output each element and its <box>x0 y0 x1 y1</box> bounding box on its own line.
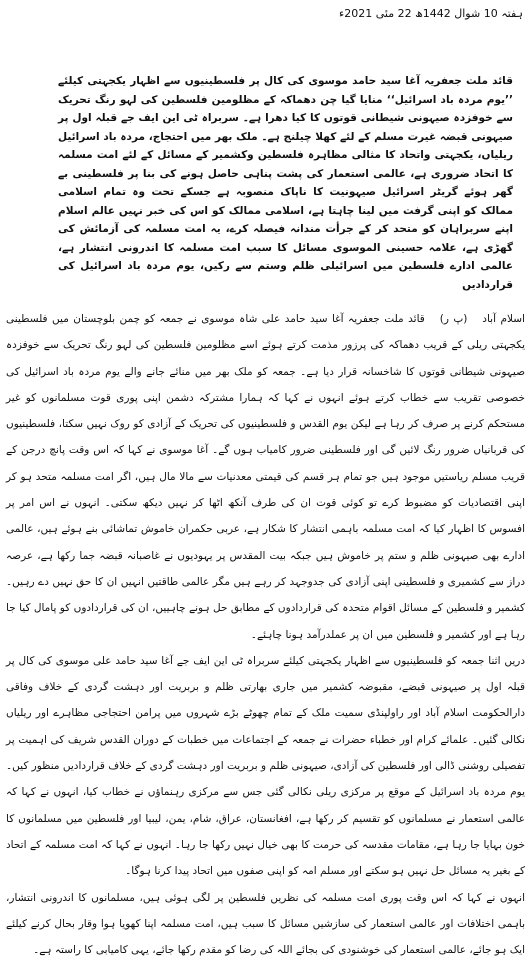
dateline-source: (پ ر) <box>439 313 468 325</box>
summary-text: قائد ملت جعفریہ آغا سید حامد موسوی کی کال پر فلسطینیوں سے اظہار یکجہتی کیلئے ’’یوم مردہ باد اسرائیل‘‘ منایا گیا چن دھماکہ کے مظلومین فلسطین کی لہو رنگ تحریک سے خوفزدہ صیہونی شیطانی قوتوں کا کیا دھرا ہے۔ سربراہ ٹی این ایف جے قبلہ اول پر صیہونی قبضہ غیرت مسلم کے لئے کھلا چیلنج ہے۔ ملک بھر میں احتجاج، مردہ باد اسرائیل ریلیاں، یکجہتی واتحاد کا مثالی مظاہرہ فلسطین وکشمیر کے مسائل کے لئے امت مسلمہ کا اتحاد ضروری ہے، عالمی استعمار کی پشت پناہی حاصل ہونے کی بنا پر فلسطینی بے گھر ہوئے گریٹر اسرائیل صیہونیت کا ناپاک منصوبہ ہے جسکے تحت وہ تمام اسلامی ممالک کو اپنی گرفت میں لینا چاہتا ہے، اسلامی ممالک کو اس کی خبر نہیں عالم اسلام اپنے سربراہان کو متحد کر کے جرأت مندانہ فیصلہ کرے، یہ امت مسلمہ کی آزمائش کی گھڑی ہے، علامہ حسینی الموسوی مسائل کا سبب امت مسلمہ کا اندرونی انتشار ہے، عالمی ادارے فلسطین میں اسرائیلی ظلم وستم سے رکیں، یوم مردہ باد اسرائیل کی قراردادیں <box>58 75 513 291</box>
article-paragraph <box>6 885 525 963</box>
paragraph-1: قائد ملت جعفریہ آغا سید حامد علی شاہ موسوی نے جمعہ کو چمن بلوچستان میں فلسطینی یکجہتی ریلی کے قریب دھماکہ کی پرزور مذمت کرتے ہوئے اسے مظلومین فلسطین کی لہو رنگ تحریک سے خوفزدہ صیہونی شیطانی قوتوں کا شاخسانہ قرار دیا ہے۔ جمعہ کو ملک بھر میں منائے جانے والے یوم مردہ باد اسرائیل کی خصوصی تقریب سے خطاب کرتے ہوئے انہوں نے کہا کہ ہمارا مشترکہ دشمن اپنی پوری قوت مسلمانوں کو غیر مستحکم کرنے پر صرف کر رہا ہے لیکن یوم القدس و فلسطینیوں کی تحریک کے آزادی کو روک نہیں سکتا، فلسطینیوں کی قربانیاں ضرور رنگ لائیں گی اور فلسطینی ضرور کامیاب ہوں گے۔ آغا موسوی نے کہا کہ اس وقت پانچ درجن کے قریب مسلم ریاستیں موجود ہیں جو تمام ہر قسم کی قیمتی معدنیات سے مالا مال ہیں، اگر امت مسلمہ متحد ہو کر اپنی اقتصادیات کو مضبوط کرے تو کوئی قوت ان کی طرف آنکھ اٹھا کر نہیں دیکھ سکتی۔ انہوں نے اس امر پر افسوس کا اظہار کیا کہ امت مسلمہ باہمی انتشار کا شکار ہے، عربی حکمران خاموش تماشائی بنے ہوئے ہیں، عالمی ادارے بھی صیہونی ظلم و ستم پر خاموش ہیں جبکہ بیت المقدس پر یہودیوں نے غاصبانہ قبضہ جما رکھا ہے، عرصہ دراز سے کشمیری و فلسطینی اپنی آزادی کی جدوجہد کر رہے ہیں مگر عالمی طاقتیں انہیں ان کا حق نہیں دے رہیں۔ کشمیر و فلسطین کے مسائل اقوام متحدہ کی قراردادوں کے مطابق حل ہونے چاہییں، ان کی قراردادوں کو پامال کیا جا رہا ہے اور کشمیر و فلسطین میں ان پر عملدرآمد ہونا چاہئے۔ <box>6 313 525 641</box>
paragraph-3: انہوں نے کہا کہ اس وقت پوری امت مسلمہ کی نظریں فلسطین پر لگی ہوئی ہیں، مسلمانوں کا اندرونی انتشار، باہمی اختلافات اور عالمی استعمار کی سازشیں مسائل کا سبب ہیں، امت مسلمہ اپنا کھویا ہوا وقار بحال کرنے کیلئے ایک ہو جائے، عالمی استعمار کی خوشنودی کی بجائے اللہ کی رضا کو مقدم رکھا جائے، یہی کامیابی کا راستہ ہے۔ <box>6 891 525 957</box>
summary-block <box>58 72 513 294</box>
article-body <box>6 306 525 963</box>
dateline: ہفتہ 10 شوال 1442ھ 22 مئی 2021ء <box>339 7 523 20</box>
article-paragraph <box>6 648 525 885</box>
dateline-place: اسلام آباد <box>482 313 525 325</box>
article-paragraph <box>6 306 525 648</box>
paragraph-2: دریں اثنا جمعہ کو فلسطینیوں سے اظہار یکجہتی کیلئے سربراہ ٹی این ایف جے آغا سید حامد علی موسوی کی کال پر قبلہ اول پر صیہونی قبضے، مقبوضہ کشمیر میں جاری بھارتی ظلم و بربریت اور دہشت گردی کے خلاف وفاقی دارالحکومت اسلام آباد اور راولپنڈی سمیت ملک کے تمام چھوٹے بڑے شہروں میں پرامن احتجاجی مظاہرے اور ریلیاں نکالی گئیں۔ علمائے کرام اور خطباء حضرات نے جمعہ کے اجتماعات میں خطبات کے دوران القدس شریف کی اہمیت پر تفصیلی روشنی ڈالی اور فلسطین کی آزادی، صیہونی ظلم و بربریت اور دہشت گردی کے خلاف قراردادیں منظور کیں۔ یوم مردہ باد اسرائیل کے موقع پر مرکزی ریلی نکالی گئی جس سے مرکزی رہنماؤں نے خطاب کیا، انہوں نے کہا کہ عالمی استعمار نے مسلمانوں کو تقسیم کر رکھا ہے، افغانستان، عراق، شام، یمن، لیبیا اور فلسطین میں مسلمانوں کا خون بہایا جا رہا ہے، مقامات مقدسہ کی حرمت کا بھی خیال نہیں رکھا جا رہا۔ انہوں نے کہا کہ امت مسلمہ کے اتحاد کے بغیر یہ مسائل حل نہیں ہو سکتے اور مسلم امہ کو اپنی صفوں میں اتحاد پیدا کرنا ہوگا۔ <box>6 654 525 878</box>
